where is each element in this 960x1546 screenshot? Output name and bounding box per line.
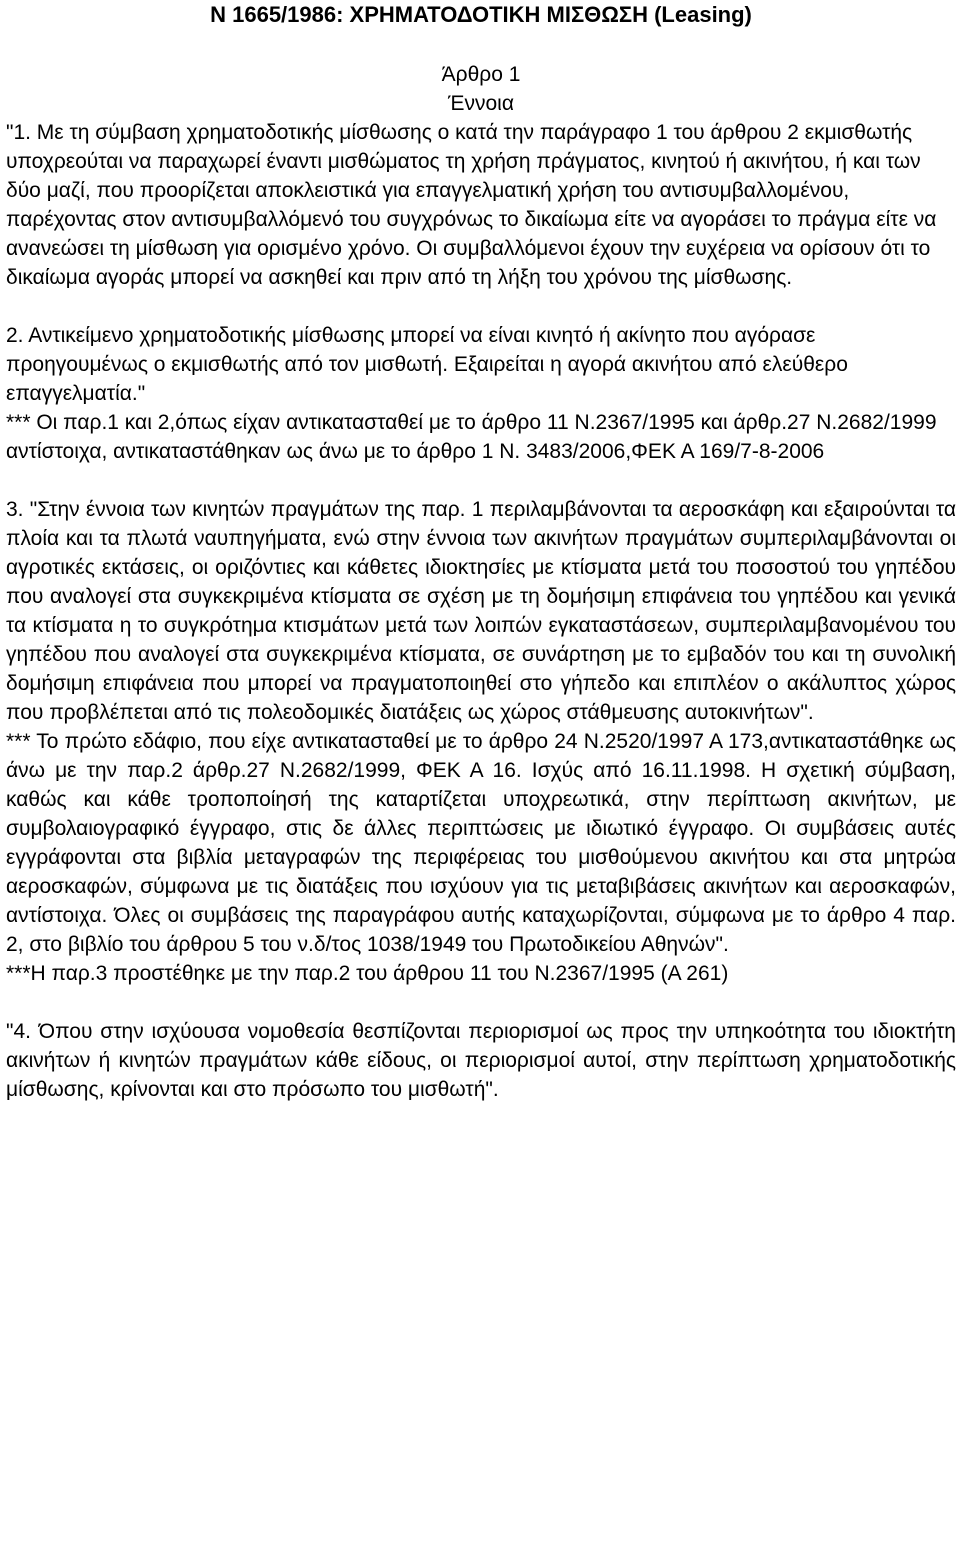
spacer — [6, 988, 956, 1017]
spacer — [6, 466, 956, 495]
paragraph-4: "4. Όπου στην ισχύουσα νομοθεσία θεσπίζονται περιορισμοί ως προς την υπηκοότητα του ιδιοκτήτη ακινήτων ή κινητών πραγμάτων κάθε είδους, οι περιορισμοί αυτοί, στην περίπτωση χρηματοδοτικής μίσθωσης, κρίνονται και στο πρόσωπο του μισθωτή". — [6, 1020, 956, 1101]
article-subtitle: Έννοια — [448, 92, 514, 115]
amendment-note-3: ***Η παρ.3 προστέθηκε με την παρ.2 του άρθρου 11 του Ν.2367/1995 (Α 261) — [6, 962, 729, 985]
paragraph-2: 2. Αντικείμενο χρηματοδοτικής μίσθωσης μπορεί να είναι κινητό ή ακίνητο που αγόρασε προηγουμένως ο εκμισθωτής από τον μισθωτή. Εξαιρείται η αγορά ακινήτου από ελεύθερο επαγγελματία." — [6, 324, 848, 405]
spacer — [6, 292, 956, 321]
paragraph-1: "1. Με τη σύμβαση χρηματοδοτικής μίσθωσης ο κατά την παράγραφο 1 του άρθρου 2 εκμισθωτής υποχρεούται να παραχωρεί έναντι μισθώματος τη χρήση πράγματος, κινητού ή ακινήτου, ή και των δύο μαζί, που προορίζεται αποκλειστικά για επαγγελματική χρήση του αντισυμβαλλομένου, παρέχοντας στον αντισυμβαλλόμενό του συγχρόνως το δικαίωμα είτε να αγοράσει το πράγμα είτε να ανανεώσει τη μίσθωση για ορισμένο χρόνο. Οι συμβαλλόμενοι έχουν την ευχέρεια να ορίσουν ότι το δικαίωμα αγοράς μπορεί να ασκηθεί και πριν από τη λήξη του χρόνου της μίσθωσης. — [6, 121, 937, 289]
amendment-note-1: *** Οι παρ.1 και 2,όπως είχαν αντικατασταθεί με το άρθρο 11 Ν.2367/1995 και άρθρ.27 Ν.2682/1999 αντίστοιχα, αντικαταστάθηκαν ως άνω με το άρθρο 1 Ν. 3483/2006,ΦΕΚ Α 169/7-8-2006 — [6, 411, 937, 463]
amendment-note-2: *** Το πρώτο εδάφιο, που είχε αντικατασταθεί με το άρθρο 24 Ν.2520/1997 Α 173,αντικαταστάθηκε ως άνω με την παρ.2 άρθρ.27 Ν.2682/1999, ΦΕΚ Α 16. Ισχύς από 16.11.1998. Η σχετική σύμβαση, καθώς και κάθε τροποποίησή της καταρτίζεται υποχρεωτικά, στην περίπτωση ακινήτων, με συμβολαιογραφικό έγγραφο, στις δε άλλες περιπτώσεις με ιδιωτικό έγγραφο. Οι συμβάσεις αυτές εγγράφονται στα βιβλία μεταγραφών της περιφέρειας του μισθούμενου ακινήτου και στα μητρώα αεροσκαφών, σύμφωνα με τις διατάξεις που ισχύουν για τις μεταβιβάσεις ακινήτων και αεροσκαφών, αντίστοιχα. Όλες οι συμβάσεις της παραγράφου αυτής καταχωρίζονται, σύμφωνα με το άρθρο 4 παρ. 2, στο βιβλίο του άρθρου 5 του ν.δ/τος 1038/1949 του Πρωτοδικείου Αθηνών". — [6, 730, 956, 956]
document-title: Ν 1665/1986: ΧΡΗΜΑΤΟΔΟΤΙΚΗ ΜΙΣΘΩΣΗ (Leasing) — [210, 2, 752, 27]
paragraph-3: 3. "Στην έννοια των κινητών πραγμάτων της παρ. 1 περιλαμβάνονται τα αεροσκάφη και εξαιρούνται τα πλοία και τα πλωτά ναυπηγήματα, ενώ στην έννοια των ακινήτων πραγμάτων συμπεριλαμβάνονται οι αγροτικές εκτάσεις, οι οριζόντιες και κάθετες ιδιοκτησίες με κτίσματα μετά του ποσοστού του γηπέδου που αναλογεί στα συγκεκριμένα κτίσματα σε σχέση με τη δομήσιμη επιφάνεια του γηπέδου και γενικά τα κτίσματα η το συγκρότημα κτισμάτων μετά των λοιπών εγκαταστάσεων, συμπεριλαμβανομένου του γηπέδου που αναλογεί στα συγκεκριμένα κτίσματα, σε συνάρτηση με το εμβαδόν του και τη συνολική δομήσιμη επιφάνεια που μπορεί να πραγματοποιηθεί στο γήπεδο και επιπλέον ο ακάλυπτος χώρος που προβλέπεται από τις πολεοδομικές διατάξεις ως χώρος στάθμευσης αυτοκινήτων". — [6, 498, 956, 724]
article-heading: Άρθρο 1 — [441, 63, 521, 86]
